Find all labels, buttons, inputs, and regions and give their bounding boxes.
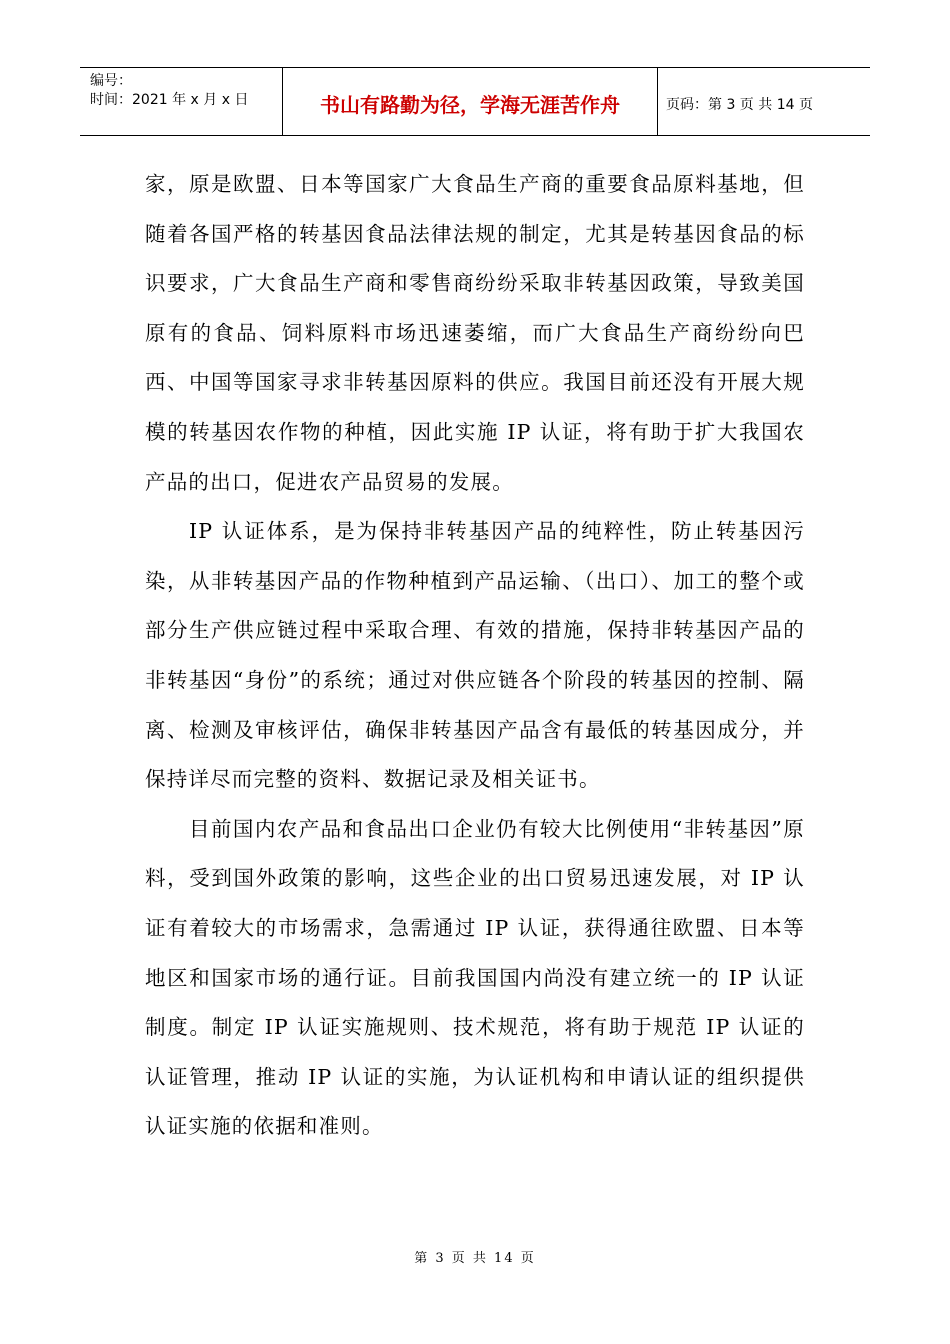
header-motto: 书山有路勤为径，学海无涯苦作舟 <box>283 68 658 135</box>
page-footer: 第 3 页 共 14 页 <box>414 1251 536 1266</box>
document-number-label: 编号： <box>90 73 132 89</box>
paragraph-3: 目前国内农产品和食品出口企业仍有较大比例使用“非转基因”原料，受到国外政策的影响，这些企业的出口贸易迅速发展，对 IP 认证有着较大的市场需求，急需通过 IP 认证，获得通往欧盟、日本等地区和国家市场的通行证。目前我国国内尚没有建立统一的 IP 认证制度。制定 IP 认证实施规则、技术规范，将有助于规范 IP 认证的认证管理，推动 IP 认证的实施，为认证机构和申请认证的组织提供认证实施的依据和准则。 <box>145 816 805 1139</box>
header-page-info: 页码：第 3 页 共 14 页 <box>666 96 813 113</box>
document-body <box>145 160 805 1152</box>
header-meta <box>80 68 283 135</box>
paragraph-1: 家，原是欧盟、日本等国家广大食品生产商的重要食品原料基地，但随着各国严格的转基因食品法律法规的制定，尤其是转基因食品的标识要求，广大食品生产商和零售商纷纷采取非转基因政策，导致美国原有的食品、饲料原料市场迅速萎缩，而广大食品生产商纷纷向巴西、中国等国家寻求非转基因原料的供应。我国目前还没有开展大规模的转基因农作物的种植，因此实施 IP 认证，将有助于扩大我国农产品的出口，促进农产品贸易的发展。 <box>145 172 805 494</box>
paragraph-2: IP 认证体系，是为保持非转基因产品的纯粹性，防止转基因污染，从非转基因产品的作物种植到产品运输、（出口）、加工的整个或部分生产供应链过程中采取合理、有效的措施，保持非转基因产品的非转基因“身份”的系统；通过对供应链各个阶段的转基因的控制、隔离、检测及审核评估，确保非转基因产品含有最低的转基因成分，并保持详尽而完整的资料、数据记录及相关证书。 <box>145 519 805 792</box>
page-header <box>80 67 870 136</box>
document-time-label: 时间：2021 年 x 月 x 日 <box>90 92 249 108</box>
